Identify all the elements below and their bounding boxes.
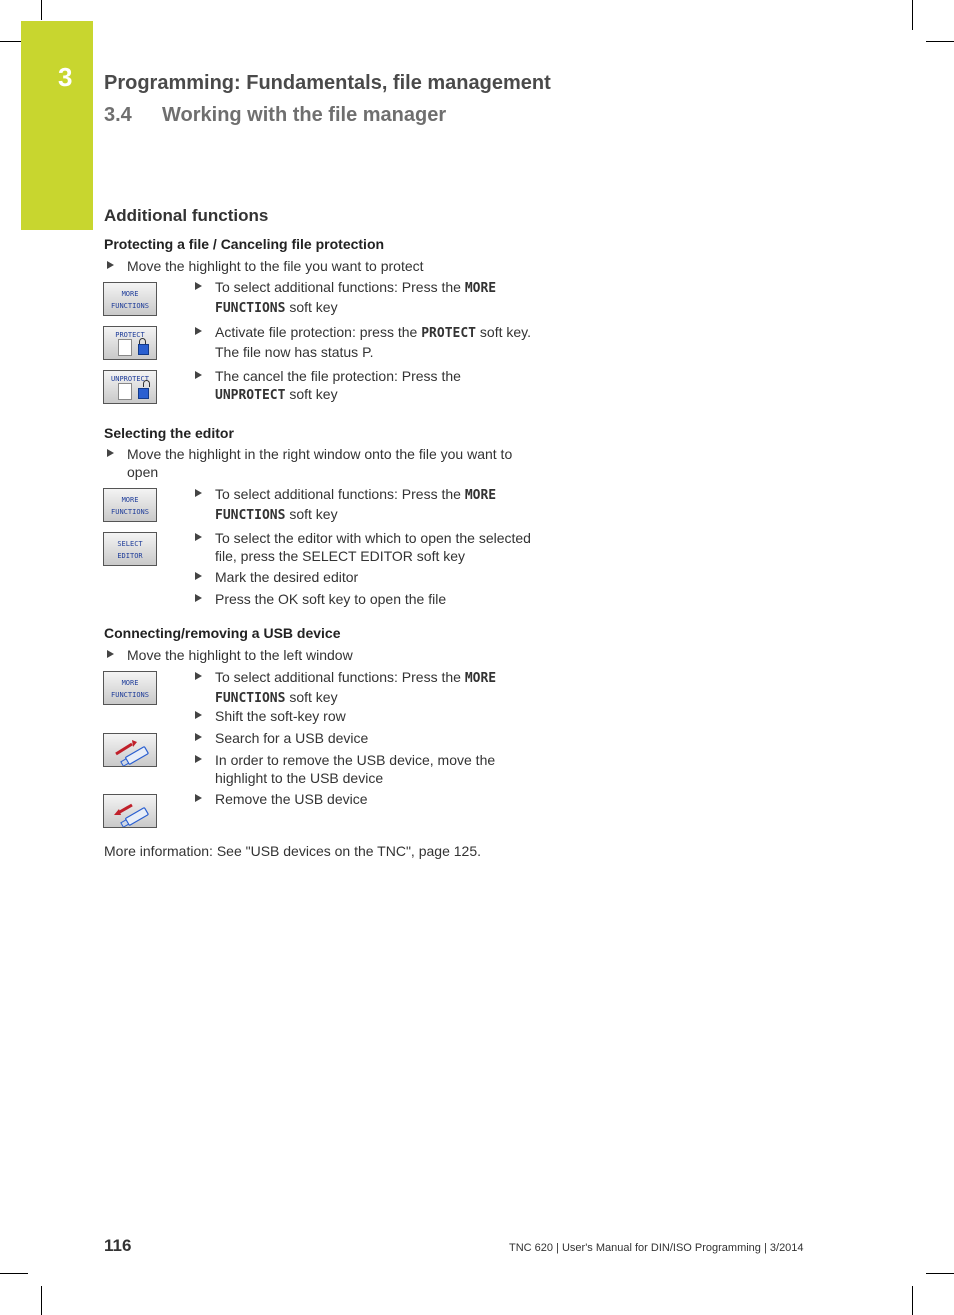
unlock-icon bbox=[138, 388, 149, 399]
crop-mark bbox=[41, 0, 42, 20]
more-functions-softkey[interactable]: MORE FUNCTIONS bbox=[103, 671, 157, 705]
section-number: 3.4 bbox=[104, 104, 132, 126]
crop-mark bbox=[0, 1273, 28, 1274]
chapter-tab bbox=[21, 21, 93, 230]
bullet-arrow-icon bbox=[195, 733, 202, 741]
more-information: More information: See "USB devices on the TNC", page 125. bbox=[104, 843, 481, 859]
bullet-arrow-icon bbox=[195, 572, 202, 580]
unprotect-softkey[interactable]: UNPROTECT bbox=[103, 370, 157, 404]
usb-remove-softkey[interactable] bbox=[103, 794, 157, 828]
protect-heading: Protecting a file / Canceling file protection bbox=[104, 236, 385, 252]
bullet-arrow-icon bbox=[195, 533, 202, 541]
more-functions-softkey[interactable]: MORE FUNCTIONS bbox=[103, 488, 157, 522]
bullet-arrow-icon bbox=[195, 282, 202, 290]
editor-heading: Selecting the editor bbox=[104, 425, 234, 441]
bullet-arrow-icon bbox=[195, 594, 202, 602]
bullet-arrow-icon bbox=[195, 794, 202, 802]
file-icon bbox=[118, 383, 132, 400]
crop-mark bbox=[912, 1286, 913, 1315]
select-editor-softkey[interactable]: SELECT EDITOR bbox=[103, 532, 157, 566]
section-title: Working with the file manager bbox=[162, 104, 447, 126]
bullet-arrow-icon bbox=[195, 711, 202, 719]
bullet-arrow-icon bbox=[195, 327, 202, 335]
crop-mark bbox=[926, 41, 954, 42]
usb-connect-icon bbox=[104, 734, 156, 766]
bullet-arrow-icon bbox=[195, 755, 202, 763]
lock-icon bbox=[138, 344, 149, 355]
usb-connect-softkey[interactable] bbox=[103, 733, 157, 767]
usb-remove-icon bbox=[104, 795, 156, 827]
bullet-arrow-icon bbox=[107, 449, 114, 457]
usb-heading: Connecting/removing a USB device bbox=[104, 625, 341, 641]
chapter-title: Programming: Fundamentals, file management bbox=[104, 72, 551, 94]
protect-softkey[interactable]: PROTECT bbox=[103, 326, 157, 360]
bullet-arrow-icon bbox=[195, 489, 202, 497]
crop-mark bbox=[0, 41, 21, 42]
bullet-arrow-icon bbox=[107, 650, 114, 658]
crop-mark bbox=[41, 1286, 42, 1315]
crop-mark bbox=[912, 0, 913, 30]
bullet-arrow-icon bbox=[195, 672, 202, 680]
bullet-arrow-icon bbox=[195, 371, 202, 379]
footer-manual-title: TNC 620 | User's Manual for DIN/ISO Programming | 3/2014 bbox=[509, 1242, 804, 1254]
bullet-arrow-icon bbox=[107, 261, 114, 269]
crop-mark bbox=[926, 1273, 954, 1274]
page-number: 116 bbox=[104, 1236, 132, 1255]
more-functions-softkey[interactable]: MORE FUNCTIONS bbox=[103, 282, 157, 316]
file-icon bbox=[118, 339, 132, 356]
page-heading: Additional functions bbox=[104, 206, 269, 225]
chapter-number: 3 bbox=[58, 62, 73, 92]
